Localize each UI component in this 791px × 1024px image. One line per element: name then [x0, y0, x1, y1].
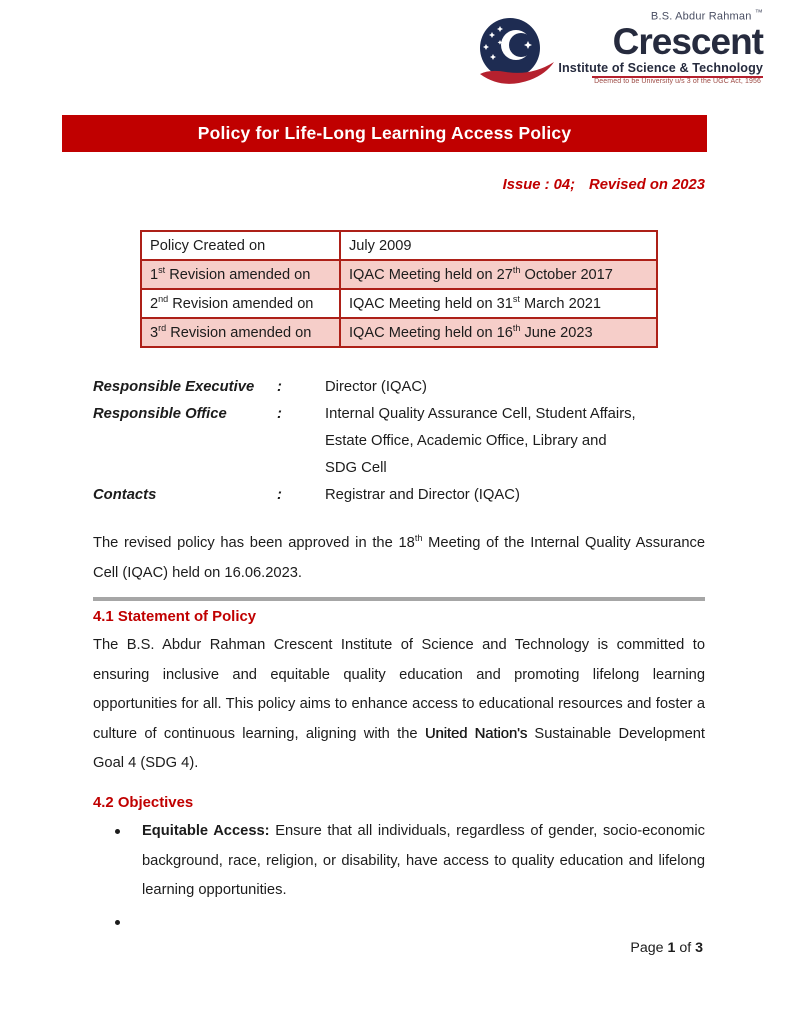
revision-label-cell: 1st Revision amended on — [141, 260, 340, 289]
list-item — [93, 908, 705, 938]
brand-small-label: B.S. Abdur Rahman — [650, 10, 752, 23]
brand-subtitle: Institute of Science & Technology — [558, 61, 763, 76]
page-number-footer — [630, 940, 703, 956]
current-page-number: 1 — [667, 940, 676, 956]
institute-logo — [472, 8, 763, 96]
section-heading-4-2: 4.2 Objectives — [93, 795, 194, 811]
revision-label-cell: Policy Created on — [141, 231, 340, 260]
table-row — [141, 289, 657, 318]
field-label: Contacts — [93, 487, 157, 503]
emphasized-text: United Nation's — [424, 725, 528, 742]
brand-text-block — [558, 8, 763, 86]
trademark-symbol: ™ — [754, 8, 763, 17]
brand-wordmark: Crescent — [612, 20, 763, 62]
responsibility-block — [93, 374, 705, 509]
revision-label-cell: 3rd Revision amended on — [141, 318, 340, 347]
crescent-emblem-icon — [472, 12, 564, 96]
total-pages-number: 3 — [695, 940, 703, 956]
issue-number: Issue : 04; — [502, 177, 576, 193]
revision-value-cell: IQAC Meeting held on 16th June 2023 — [340, 318, 657, 347]
of-word: of — [675, 940, 696, 956]
field-value: Director (IQAC) — [325, 379, 427, 395]
approval-paragraph: The revised policy has been approved in the 18th Meeting of the Internal Quality Assurance Cell (IQAC) held on 16.06.2023. — [93, 533, 706, 581]
table-row — [141, 231, 657, 260]
revision-history-table — [140, 230, 658, 348]
field-value: Internal Quality Assurance Cell, Student Affairs, Estate Office, Academic Office, Library and SDG Cell — [325, 406, 636, 476]
field-label: Responsible Executive — [93, 379, 255, 395]
objectives-list — [93, 817, 705, 938]
issue-revision-line — [503, 177, 705, 193]
field-separator: : — [277, 487, 282, 503]
revision-value-cell: IQAC Meeting held on 31st March 2021 — [340, 289, 657, 318]
section-divider — [93, 597, 705, 601]
field-separator: : — [277, 379, 282, 395]
field-value: Registrar and Director (IQAC) — [325, 487, 520, 503]
responsible-office-row — [93, 401, 705, 482]
document-title-banner: Policy for Life-Long Learning Access Policy — [62, 115, 707, 152]
bullet-text: Ensure that all individuals, regardless of gender, socio-economic background, race, religion, or disability, have access to quality education and lifelong learning opportunities. — [142, 823, 705, 899]
revision-year: Revised on 2023 — [589, 177, 705, 193]
brand-tagline: Deemed to be University u/s 3 of the UGC Act, 1956 — [594, 78, 761, 86]
section-heading-4-1: 4.1 Statement of Policy — [93, 609, 257, 625]
revision-value-cell: July 2009 — [340, 231, 657, 260]
page-word: Page — [630, 940, 668, 956]
responsible-executive-row — [93, 374, 705, 401]
bullet-lead: Equitable Access: — [142, 823, 270, 839]
revision-label-cell: 2nd Revision amended on — [141, 289, 340, 318]
revision-value-cell: IQAC Meeting held on 27th October 2017 — [340, 260, 657, 289]
table-row — [141, 260, 657, 289]
contacts-row — [93, 482, 705, 509]
statement-of-policy-paragraph: The B.S. Abdur Rahman Crescent Institute of Science and Technology is committed to ensuring inclusive and equitable quality education and promoting lifelong learning opportunities for all. This policy aims to enhance access to educational resources and foster a culture of continuous learning, aligning with the United Nation's Sustainable Development Goal 4 (SDG 4). — [93, 637, 706, 772]
table-row — [141, 318, 657, 347]
field-label: Responsible Office — [93, 406, 227, 422]
field-separator: : — [277, 406, 282, 422]
list-item — [93, 817, 705, 906]
